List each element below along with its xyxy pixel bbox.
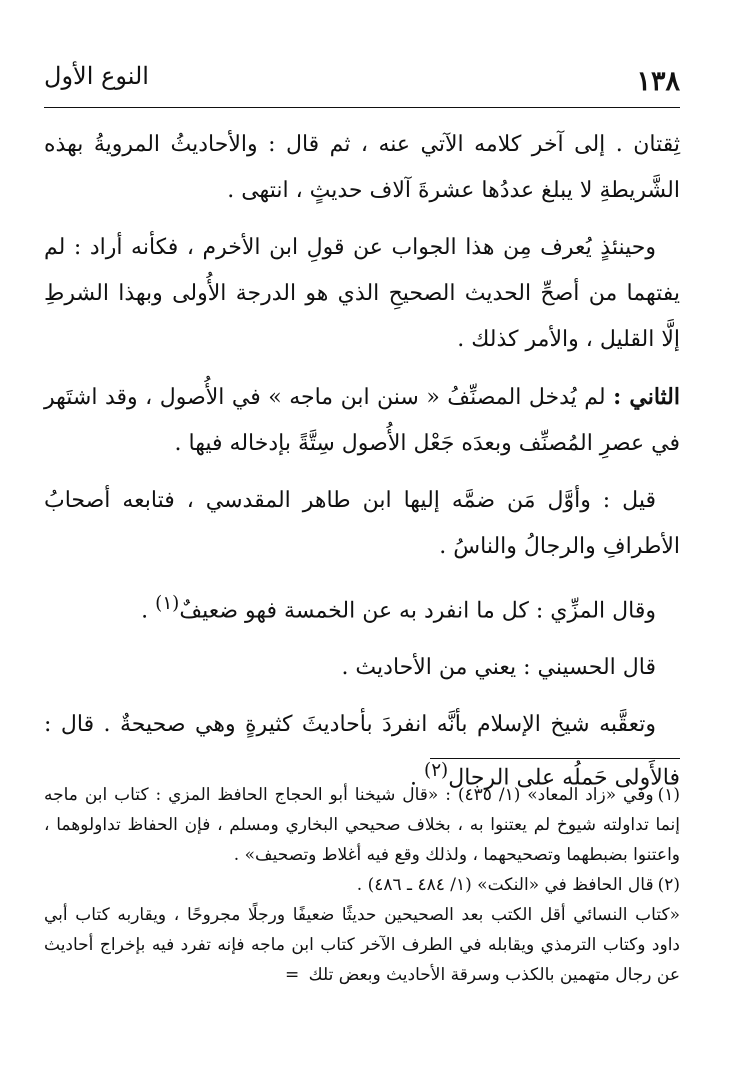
section-lead: الثاني : xyxy=(613,384,680,410)
paragraph-text: وقال المزِّي : كل ما انفرد به عن الخمسة فهو ضعيفٌ xyxy=(179,598,656,624)
footnote-text: قال الحافظ في «النكت» (١/ ٤٨٤ ـ ٤٨٦) . xyxy=(356,875,654,895)
paragraph-text: وحينئذٍ يُعرف مِن هذا الجواب عن قولِ ابن الأخرم ، فكأنه أراد : لم يفتهما من أصحِّ الحديث الصحيحِ الذي هو الدرجة الأُولى وبهذا الشرطِ إلَّا القليل ، والأمر كذلك . xyxy=(44,235,680,352)
paragraph-tail: . xyxy=(141,598,156,624)
paragraph-text: قيل : وأوَّل مَن ضمَّه إليها ابن طاهر المقدسي ، فتابعه أصحابُ الأطرافِ والرجالُ والناسُ . xyxy=(44,488,680,559)
footnotes xyxy=(44,780,680,990)
page-number: ١٣٨ xyxy=(636,66,680,97)
paragraph-text: ثِقتان . إلى آخر كلامه الآتي عنه ، ثم قال : والأحاديثُ المرويةُ بهذه الشَّريطةِ لا يبلغ عددُها عشرةَ آلاف حديثٍ ، انتهى . xyxy=(44,132,680,203)
paragraph xyxy=(44,581,680,634)
footnote-rule xyxy=(430,758,680,759)
paragraph xyxy=(44,225,680,363)
continuation-mark: = xyxy=(284,965,300,985)
paragraph-text: قال الحسيني : يعني من الأحاديث . xyxy=(341,655,656,681)
header-rule xyxy=(44,107,680,108)
paragraph xyxy=(44,478,680,570)
footnote-text: وفي «زاد المعاد» (١/ ٤٣٥) : «قال شيخنا أبو الحجاج الحافظ المزي : كتاب ابن ماجه إنما تداولته شيوخ لم يعتنوا به ، بخلاف صحيحي البخاري ومسلم ، فإن الحفاظ تداولوهما ، واعتنوا بضبطهما وتصحيحهما ، ولذلك وقع فيه أغلاط وتصحيف» . xyxy=(44,785,680,865)
footnote xyxy=(44,900,680,990)
paragraph xyxy=(44,645,680,691)
chapter-title: النوع الأول xyxy=(44,62,149,90)
paragraph-text: لم يُدخل المصنِّفُ « سنن ابن ماجه » في الأُصول ، وقد اشتَهر في عصرِ المُصنِّف وبعدَه جَعْل الأُصول سِتَّةً بإدخاله فيها . xyxy=(44,385,680,456)
paragraph-text: وتعقَّبه شيخ الإسلام بأنَّه انفردَ بأحاديثَ كثيرةٍ وهي صحيحةٌ . قال : فالأَولى حَملُه على الرجال xyxy=(44,712,680,791)
footnote xyxy=(44,870,680,900)
running-header xyxy=(44,62,680,96)
footnote-number: (١) xyxy=(657,785,680,805)
footnote-ref: (١) xyxy=(155,593,180,614)
main-text xyxy=(44,122,680,813)
paragraph-tail: . xyxy=(410,765,425,791)
paragraph xyxy=(44,374,680,467)
footnote-ref: (٢) xyxy=(424,760,449,782)
footnote-number: (٢) xyxy=(657,875,680,895)
footnote xyxy=(44,780,680,870)
footnote-text: «كتاب النسائي أقل الكتب بعد الصحيحين حديثًا ضعيفًا ورجلًا مجروحًا ، ويقاربه كتاب أبي داود وكتاب الترمذي ويقابله في الطرف الآخر كتاب ابن ماجه فإنه تفرد فيه بإخراج أحاديث عن رجال متهمين بالكذب وسرقة الأحاديث وبعض تلك xyxy=(44,905,680,985)
paragraph xyxy=(44,122,680,214)
